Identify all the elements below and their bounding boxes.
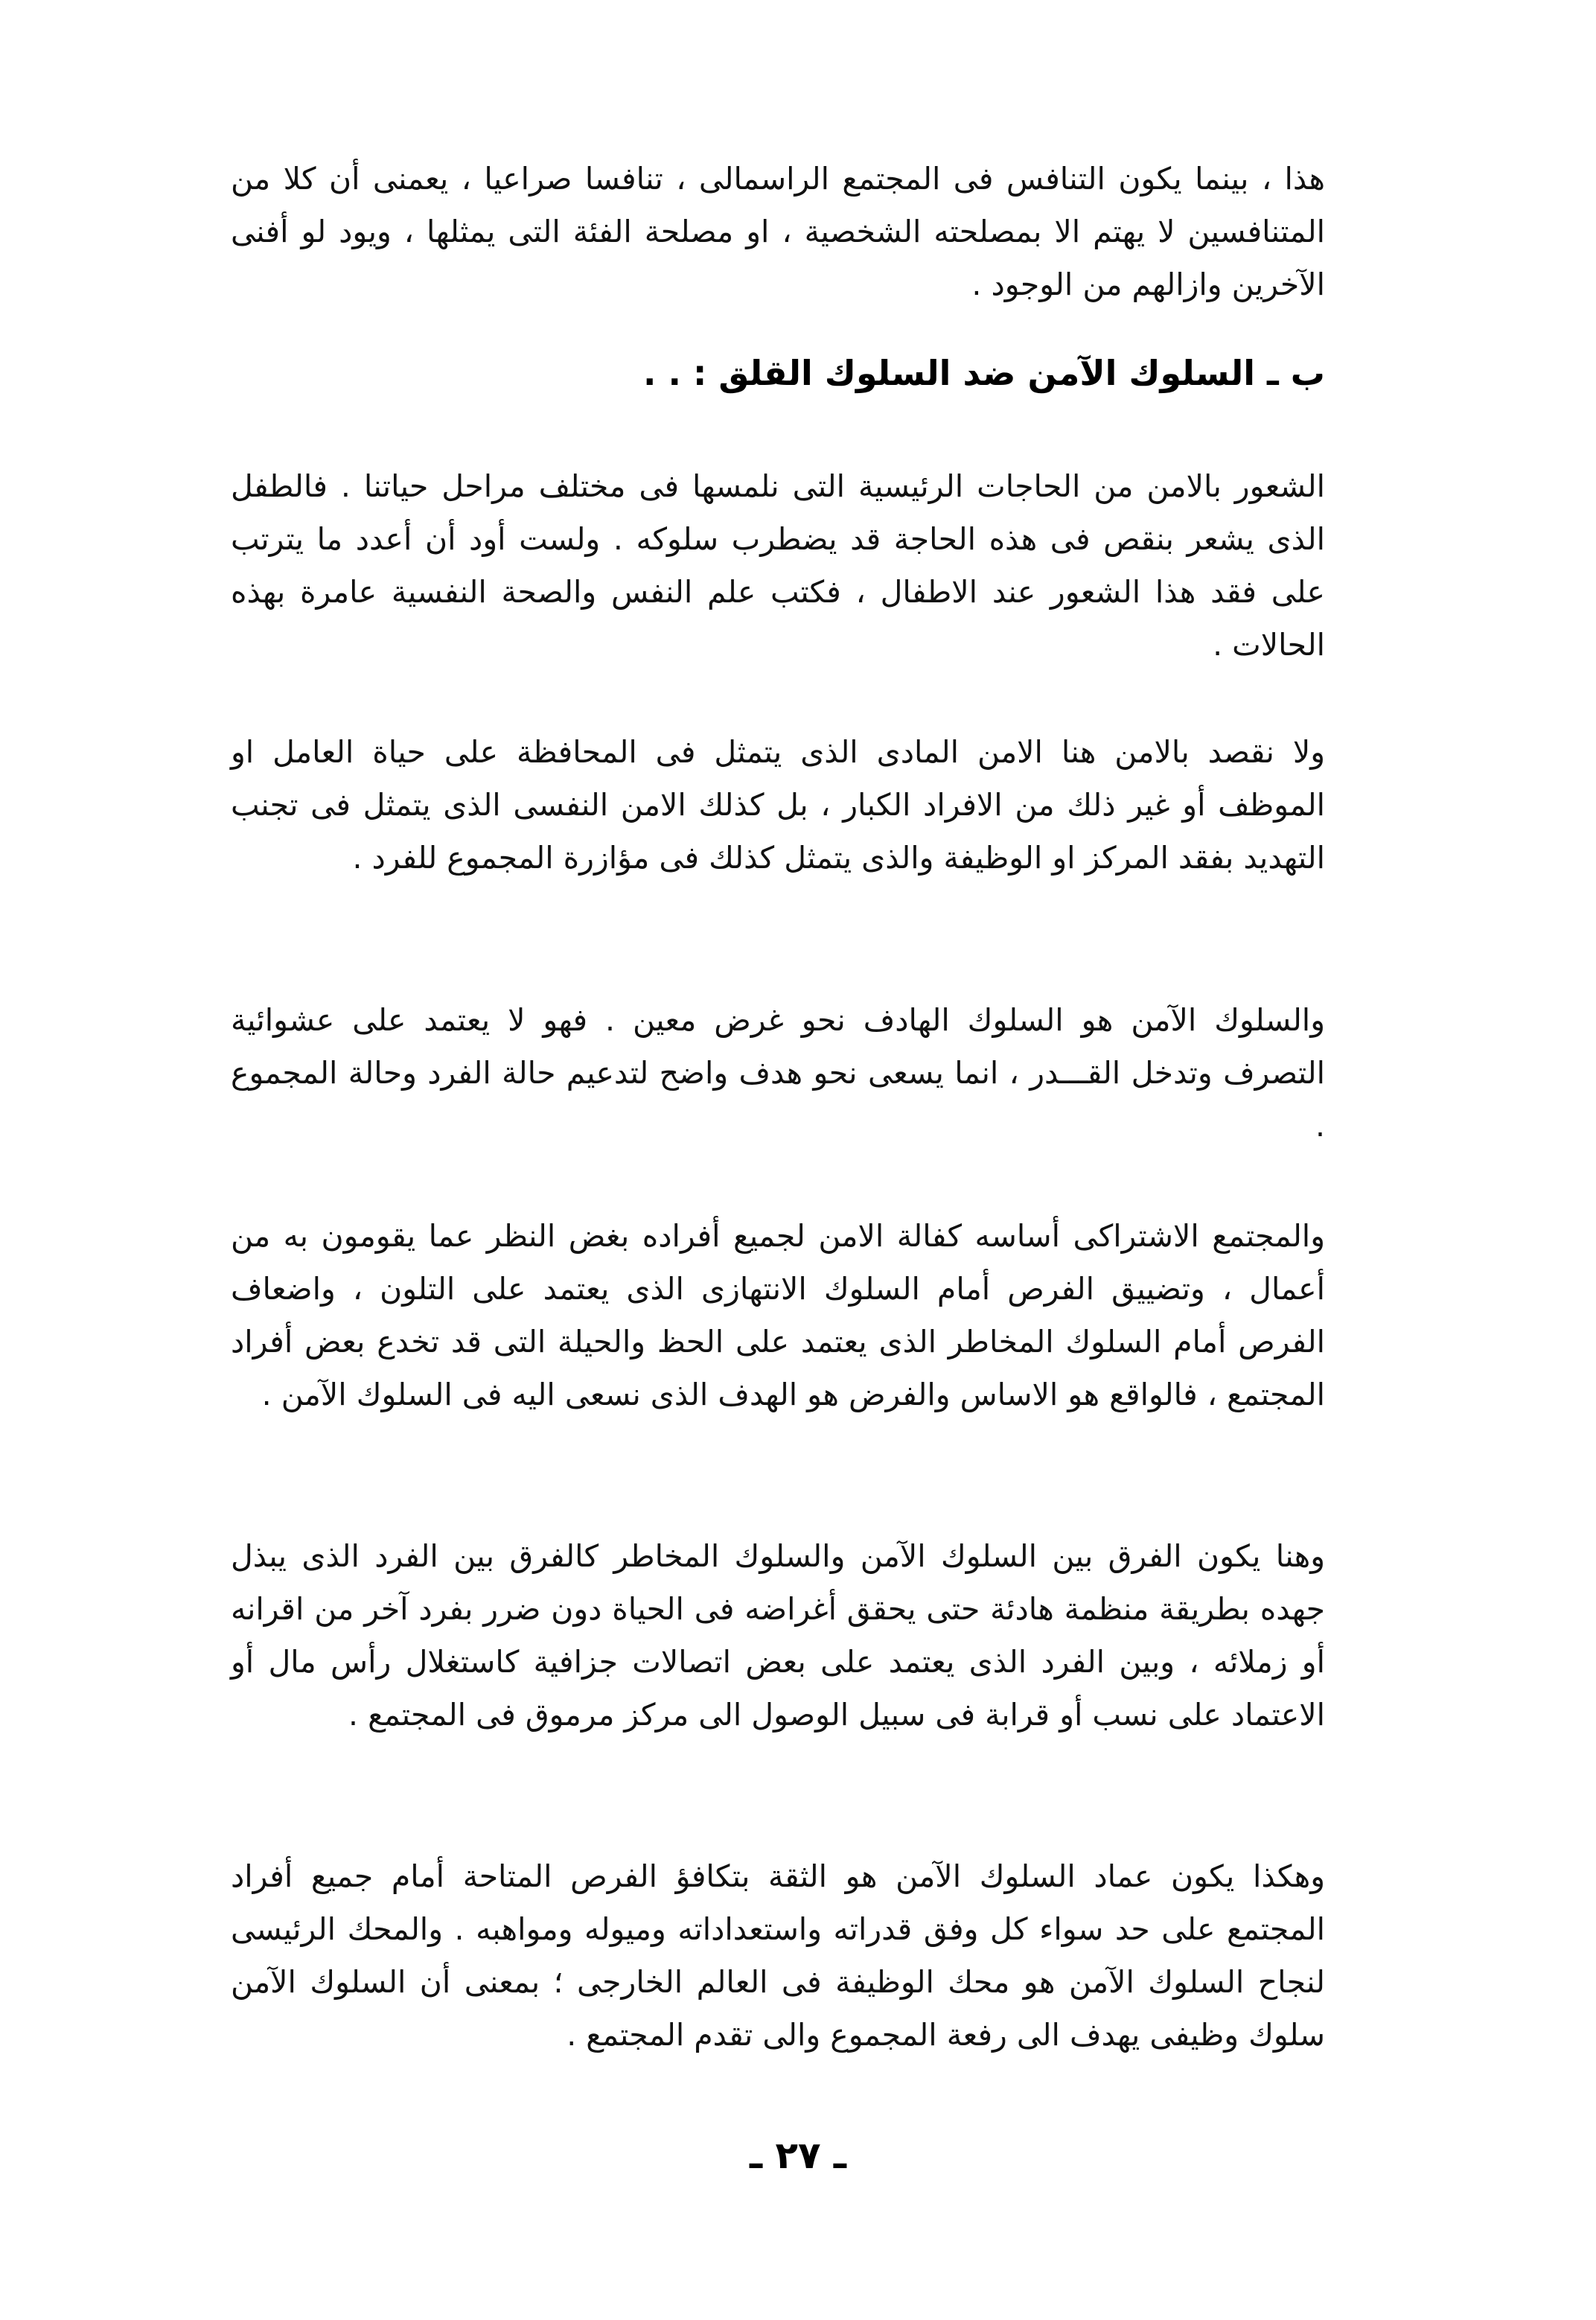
section-heading: ب ـ السلوك الآمن ضد السلوك القلق : . .: [643, 353, 1325, 393]
paragraph-socialist-society: والمجتمع الاشتراكى أساسه كفالة الامن لجميع أفراده بغض النظر عما يقومون به من أعمال ، وتضييق الفرص أمام السلوك الانتهازى الذى يعتمد على التلون ، واضعاف الفرص أمام السلوك المخاطر الذى يعتمد على الحظ والحيلة التى قد تخدع بعض أفراد المجتمع ، فالواقع هو الاساس والفرض هو الهدف الذى نسعى اليه فى السلوك الآمن .: [231, 1218, 1325, 1412]
paragraph-security-need: الشعور بالامن من الحاجات الرئيسية التى نلمسها فى مختلف مراحل حياتنا . فالطفل الذى يشعر بنقص فى هذه الحاجة قد يضطرب سلوكه . ولست أود أن أعدد ما يترتب على فقد هذا الشعور عند الاطفال ، فكتب علم النفس والصحة النفسية عامرة بهذه الحالات .: [231, 468, 1325, 663]
paragraph-competition: هذا ، بينما يكون التنافس فى المجتمع الراسمالى ، تنافسا صراعيا ، يعمنى أن كلا من المتنافسين لا يهتم الا بمصلحته الشخصية ، او مصلحة الفئة التى يمثلها ، ويود لو أفنى الآخرين وازالهم من الوجود .: [231, 161, 1325, 302]
paragraph-safe-behavior: والسلوك الآمن هو السلوك الهادف نحو غرض معين . فهو لا يعتمد على عشوائية التصرف وتدخل القـــدر ، انما يسعى نحو هدف واضح لتدعيم حالة الفرد وحالة المجموع .: [231, 1002, 1325, 1144]
paragraph-safe-vs-risky: وهنا يكون الفرق بين السلوك الآمن والسلوك المخاطر كالفرق بين الفرد الذى يبذل جهده بطريقة منظمة هادئة حتى يحقق أغراضه فى الحياة دون ضرر بفرد آخر من اقرانه أو زملائه ، وبين الفرد الذى يعتمد على بعض اتصالات جزافية كاستغلال رأس مال أو الاعتماد على نسب أو قرابة فى سبيل الوصول الى مركز مرموق فى المجتمع .: [231, 1538, 1325, 1733]
page-number: ـ ٢٧ ـ: [749, 2134, 847, 2177]
paragraph-security-meaning: ولا نقصد بالامن هنا الامن المادى الذى يتمثل فى المحافظة على حياة العامل او الموظف أو غير ذلك من الافراد الكبار ، بل كذلك الامن النفسى الذى يتمثل فى تجنب التهديد بفقد المركز او الوظيفة والذى يتمثل كذلك فى مؤازرة المجموع للفرد .: [231, 734, 1325, 876]
paragraph-equal-opportunity: وهكذا يكون عماد السلوك الآمن هو الثقة بتكافؤ الفرص المتاحة أمام جميع أفراد المجتمع على حد سواء كل وفق قدراته واستعداداته وميوله ومواهبه . والمحك الرئيسى لنجاح السلوك الآمن هو محك الوظيفة فى العالم الخارجى ؛ بمعنى أن السلوك الآمن سلوك وظيفى يهدف الى رفعة المجموع والى تقدم المجتمع .: [231, 1858, 1325, 2053]
